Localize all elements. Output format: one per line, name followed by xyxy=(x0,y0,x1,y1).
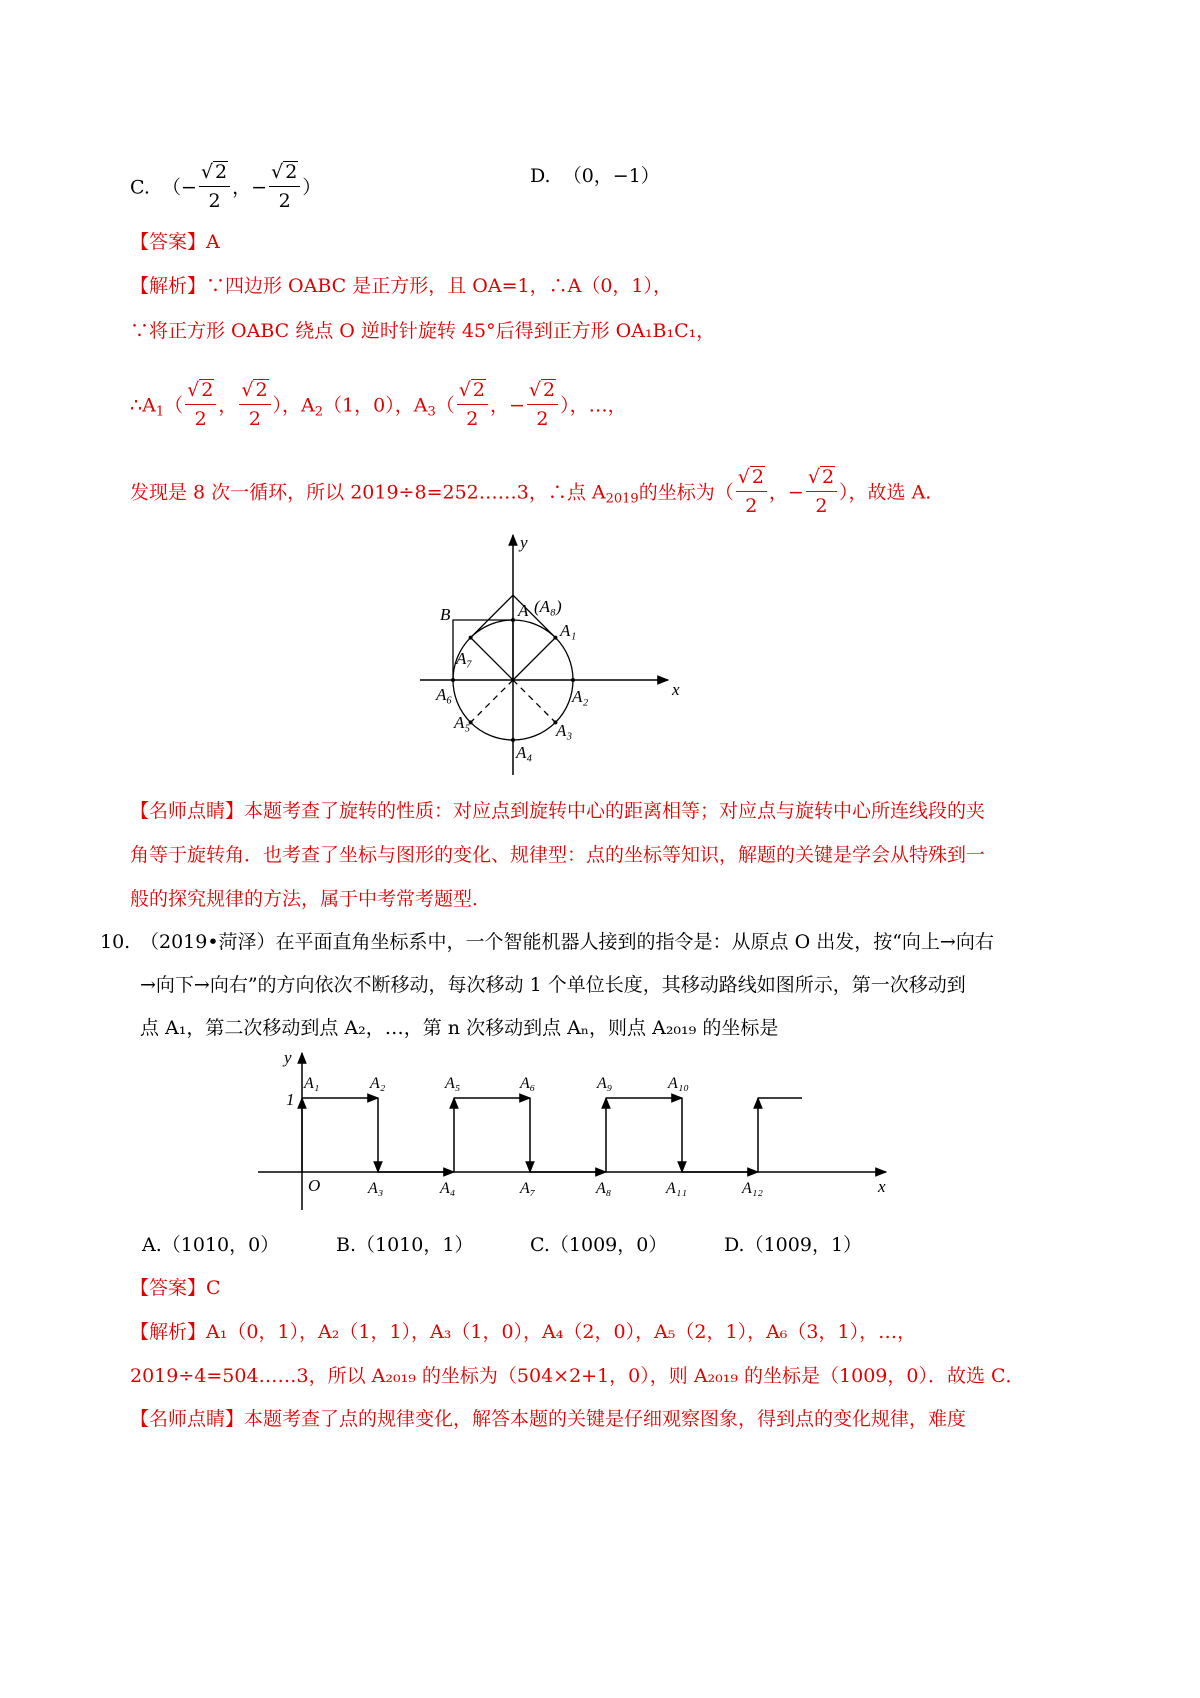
label-a2: A₂ xyxy=(370,1075,386,1092)
label-x: x xyxy=(672,680,680,699)
q9-analysis-line2: ∵将正方形 OABC 绕点 O 逆时针旋转 45°后得到正方形 OA₁B₁C₁， xyxy=(130,320,716,342)
label-a10: A₁₀ xyxy=(668,1075,689,1092)
q9-answer: 【答案】A xyxy=(130,231,220,253)
q9-rotation-figure xyxy=(410,530,680,780)
q10-analysis-line2: 2019÷4=504……3，所以 A₂₀₁₉ 的坐标为（504×2+1，0），则 A₂₀₁₉ 的坐标是（1009，0）．故选 C． xyxy=(130,1365,1025,1387)
dashed-a3 xyxy=(513,680,555,722)
q10-option-d: D.（1009，1） xyxy=(724,1234,863,1256)
label-a3: A₃ xyxy=(556,721,573,740)
q10-answer: 【答案】C xyxy=(130,1277,221,1299)
label-a: A xyxy=(518,601,529,620)
label-a5: A₅ xyxy=(454,713,471,732)
label-a7: A₇ xyxy=(456,649,473,668)
label-a9: A₉ xyxy=(597,1075,613,1092)
label-a8: A₈ xyxy=(596,1180,612,1197)
label-a4: A₄ xyxy=(516,743,533,762)
label-a11: A₁₁ xyxy=(666,1180,687,1197)
label-a7: A₇ xyxy=(520,1180,536,1197)
q10-stem-line2: →向下→向右”的方向依次不断移动，每次移动 1 个单位长度，其移动路线如图所示，第一次移动到 xyxy=(140,974,966,996)
dashed-a5 xyxy=(471,680,513,722)
label-a3: A₃ xyxy=(368,1180,384,1197)
label-x: x xyxy=(878,1177,886,1196)
label-y: y xyxy=(520,533,528,552)
label-a12: A₁₂ xyxy=(742,1180,763,1197)
q9-tip-line3: 般的探究规律的方法，属于中考常考题型． xyxy=(130,888,492,910)
label-a1: A₁ xyxy=(304,1075,320,1092)
q10-option-a: A.（1010，0） xyxy=(142,1234,280,1256)
q9-analysis-line4: 发现是 8 次一循环，所以 2019÷8=252……3，∴点 $A_{2019}$的坐标为（ $\frac{√ 2}{2}$ ，− $\frac{√ 2}{2}$ ），故选 A. xyxy=(130,466,932,517)
q10-option-c: C.（1009，0） xyxy=(530,1234,668,1256)
q9-analysis-line1: 【解析】∵四边形 OABC 是正方形，且 OA=1，∴A（0，1）， xyxy=(130,275,672,297)
label-a4: A₄ xyxy=(440,1180,456,1197)
label-b: B xyxy=(440,605,451,624)
label-a6: A₆ xyxy=(436,685,453,704)
label-o: O xyxy=(308,1176,321,1195)
q10-number: 10. xyxy=(100,931,131,953)
q9-option-d: D. （0，−1） xyxy=(530,165,660,187)
q10-option-b: B.（1010，1） xyxy=(336,1234,474,1256)
label-a6: A₆ xyxy=(520,1075,536,1092)
q10-path-figure xyxy=(250,1045,900,1215)
q9-option-c: C. （− $\frac{√ 2}{2}$ ，− $\frac{√ 2}{2}$ ） xyxy=(130,161,322,212)
q10-stem-line1: （2019•菏泽）在平面直角坐标系中，一个智能机器人接到的指令是：从原点 O 出发，按“向上→向右 xyxy=(140,931,994,953)
label-a5: A₅ xyxy=(445,1075,461,1092)
q9-tip-line2: 角等于旋转角．也考查了坐标与图形的变化、规律型：点的坐标等知识，解题的关键是学会从特殊到一 xyxy=(130,844,986,866)
label-one: 1 xyxy=(286,1090,295,1109)
q10-tip-line1: 【名师点睛】本题考查了点的规律变化，解答本题的关键是仔细观察图象，得到点的变化规律，难度 xyxy=(130,1408,967,1430)
q10-stem-line3: 点 A₁，第二次移动到点 A₂，…，第 n 次移动到点 Aₙ，则点 A₂₀₁₉ 的坐标是 xyxy=(140,1017,779,1039)
q9-tip-line1: 【名师点睛】本题考查了旋转的性质：对应点到旋转中心的距离相等；对应点与旋转中心所连线段的夹 xyxy=(130,800,986,822)
label-a8: (A₈) xyxy=(534,597,562,616)
q9-analysis-line3: $\therefore A_1$（ $\frac{√ 2}{2}$ ， $\frac{√ 2}{2}$ ），$A_2(1$，0），$A_3$（ $\frac{√ 2}{2}$ ，− $\frac{√ 2}{2}$ ），…， xyxy=(130,379,627,430)
q10-analysis-line1: 【解析】A₁（0，1），A₂（1，1），A₃（1，0），A₄（2，0），A₅（2，1），A₆（3，1），…， xyxy=(130,1321,917,1343)
label-a2: A₂ xyxy=(572,687,589,706)
label-y: y xyxy=(284,1048,292,1067)
label-a1: A₁ xyxy=(560,621,577,640)
